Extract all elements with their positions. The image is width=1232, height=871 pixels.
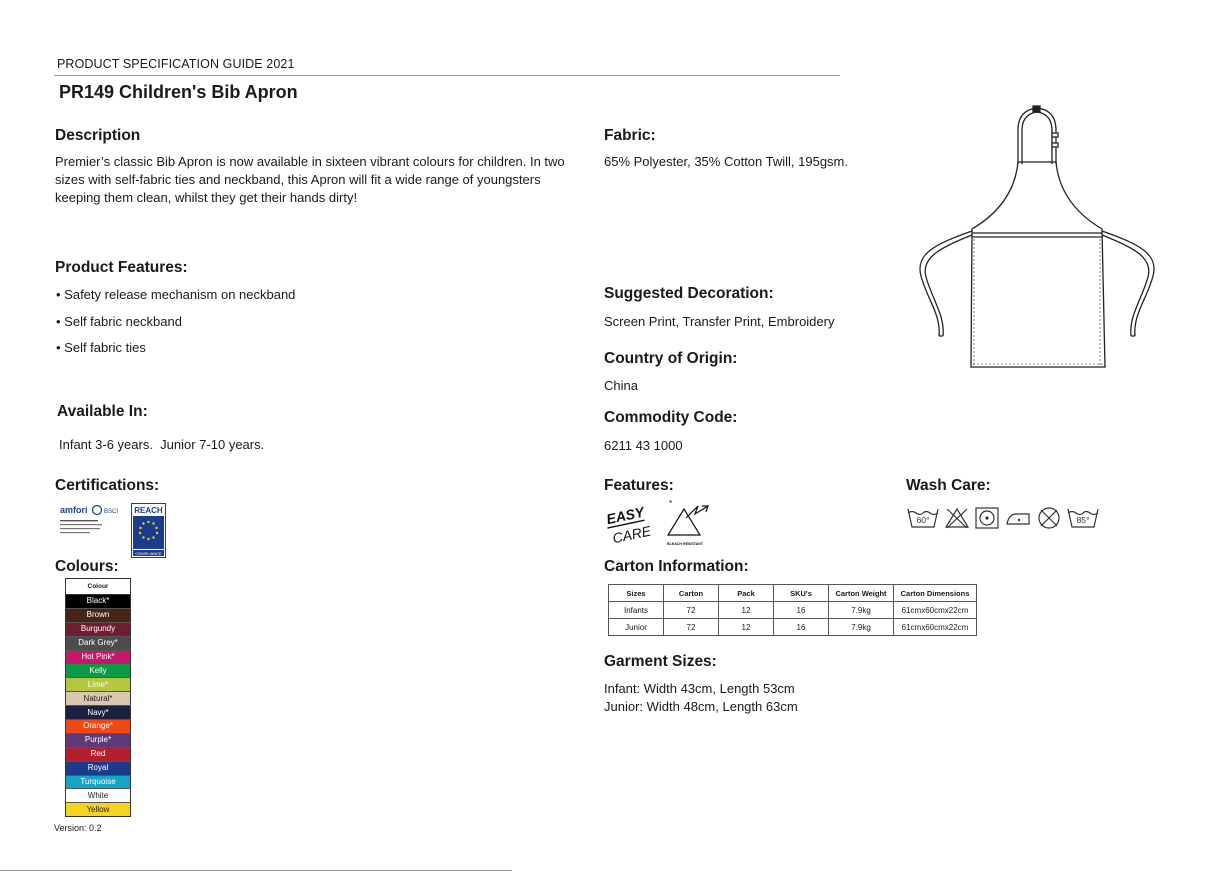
origin-heading: Country of Origin:: [604, 350, 738, 367]
carton-heading: Carton Information:: [604, 558, 749, 575]
table-cell: 61cmx60cmx22cm: [894, 602, 977, 619]
origin-text: China: [604, 378, 638, 393]
colour-row: [66, 706, 131, 720]
colour-swatch: Brown: [66, 608, 131, 622]
colour-row: [66, 664, 131, 678]
colours-heading: Colours:: [55, 558, 119, 575]
features-heading: Features:: [604, 477, 674, 494]
garment-size-infant: Infant: Width 43cm, Length 53cm: [604, 681, 795, 696]
easy-care-bottom: CARE: [611, 522, 652, 547]
colour-row: [66, 747, 131, 761]
colour-swatch: Hot Pink*: [66, 650, 131, 664]
colour-row: [66, 622, 131, 636]
table-row: [609, 619, 977, 636]
reach-logo: [131, 503, 166, 558]
colour-row: [66, 733, 131, 747]
header-divider: [54, 75, 840, 76]
table-cell: 72: [664, 619, 719, 636]
easy-care-icon: [604, 500, 652, 548]
version-label: Version: 0.2: [54, 823, 102, 833]
amfori-logo: [60, 503, 122, 537]
feature-item: • Self fabric ties: [56, 339, 295, 366]
wash-60-icon: [906, 506, 940, 530]
product-features-list: [56, 286, 295, 366]
colour-row: [66, 775, 131, 789]
colour-row: [66, 803, 131, 817]
description-text: Premier’s classic Bib Apron is now available in sixteen vibrant colours for children. In two sizes with self-fabric ties and neckband, this Apron will fit a wide range of youngsters keeping them clean, whilst they get their hands dirty!: [55, 154, 565, 205]
colour-swatch: Royal: [66, 761, 131, 775]
fabric-text: 65% Polyester, 35% Cotton Twill, 195gsm.: [604, 154, 848, 169]
table-cell: Junior: [609, 619, 664, 636]
table-cell: 12: [719, 602, 774, 619]
wash-care-icons: [906, 506, 1100, 530]
wash-care-heading: Wash Care:: [906, 477, 991, 494]
colour-swatch: Turquoise: [66, 775, 131, 789]
easy-care-top: EASY: [604, 503, 646, 528]
colour-row: [66, 761, 131, 775]
colour-swatch: Yellow: [66, 803, 131, 817]
wash-85-icon: [1066, 506, 1100, 530]
colour-swatch: Natural*: [66, 692, 131, 706]
carton-col-header: Sizes: [609, 585, 664, 602]
colour-row: [66, 720, 131, 734]
svg-text:*: *: [669, 500, 673, 508]
colour-row: [66, 636, 131, 650]
reach-logo-text: REACH: [134, 506, 163, 515]
bleach-label: BLEACH RESISTANT: [667, 542, 704, 546]
colour-swatch: Purple*: [66, 733, 131, 747]
wash-temp-label: 60°: [916, 515, 930, 525]
available-in-heading: Available In:: [57, 403, 148, 420]
table-cell: 7.9kg: [829, 602, 894, 619]
bleach-resistant-icon: [664, 500, 714, 548]
carton-table: [608, 584, 977, 636]
colour-table: [65, 578, 131, 817]
guide-title: PRODUCT SPECIFICATION GUIDE 2021: [57, 57, 295, 71]
table-cell: 7.9kg: [829, 619, 894, 636]
table-row: [609, 602, 977, 619]
colour-swatch: Orange*: [66, 720, 131, 734]
decoration-heading: Suggested Decoration:: [604, 285, 774, 302]
feature-item: • Self fabric neckband: [56, 313, 295, 340]
amfori-logo-text: amfori: [60, 505, 88, 515]
colour-row: [66, 650, 131, 664]
carton-col-header: Carton Dimensions: [894, 585, 977, 602]
iron-icon: [1004, 506, 1032, 530]
carton-col-header: SKU's: [774, 585, 829, 602]
carton-col-header: Carton: [664, 585, 719, 602]
colour-swatch: White: [66, 789, 131, 803]
colour-swatch: Dark Grey*: [66, 636, 131, 650]
no-dryclean-icon: [1036, 506, 1062, 530]
description-heading: Description: [55, 127, 141, 144]
table-cell: 61cmx60cmx22cm: [894, 619, 977, 636]
table-cell: 16: [774, 619, 829, 636]
available-in-text: Infant 3-6 years. Junior 7-10 years.: [59, 437, 265, 452]
dryclean-temp-label: 85°: [1076, 515, 1090, 525]
product-title: PR149 Children's Bib Apron: [59, 82, 298, 102]
garment-size-junior: Junior: Width 48cm, Length 63cm: [604, 699, 798, 714]
colour-swatch: Navy*: [66, 706, 131, 720]
table-cell: 72: [664, 602, 719, 619]
colour-swatch: Kelly: [66, 664, 131, 678]
decoration-text: Screen Print, Transfer Print, Embroidery: [604, 314, 835, 329]
colour-row: [66, 595, 131, 609]
no-bleach-icon: [944, 506, 970, 530]
colour-row: [66, 608, 131, 622]
colour-swatch: Lime*: [66, 678, 131, 692]
feature-item: • Safety release mechanism on neckband: [56, 286, 295, 313]
product-features-heading: Product Features:: [55, 259, 188, 276]
table-cell: 16: [774, 602, 829, 619]
table-cell: 12: [719, 619, 774, 636]
carton-col-header: Carton Weight: [829, 585, 894, 602]
amfori-logo-sub: BSCI: [104, 509, 119, 515]
colour-swatch: Red: [66, 747, 131, 761]
commodity-heading: Commodity Code:: [604, 409, 738, 426]
colour-swatch: Black*: [66, 595, 131, 609]
tumble-dry-icon: [974, 506, 1000, 530]
fabric-heading: Fabric:: [604, 127, 656, 144]
apron-illustration: [915, 104, 1160, 370]
colour-row: [66, 789, 131, 803]
table-cell: Infants: [609, 602, 664, 619]
garment-sizes-heading: Garment Sizes:: [604, 653, 717, 670]
commodity-text: 6211 43 1000: [604, 438, 683, 453]
carton-col-header: Pack: [719, 585, 774, 602]
reach-logo-sub: COMPLIANCE: [135, 551, 162, 556]
certifications-heading: Certifications:: [55, 477, 160, 494]
colour-column-header: Colour: [66, 579, 131, 595]
colour-row: [66, 678, 131, 692]
colour-row: [66, 692, 131, 706]
colour-swatch: Burgundy: [66, 622, 131, 636]
